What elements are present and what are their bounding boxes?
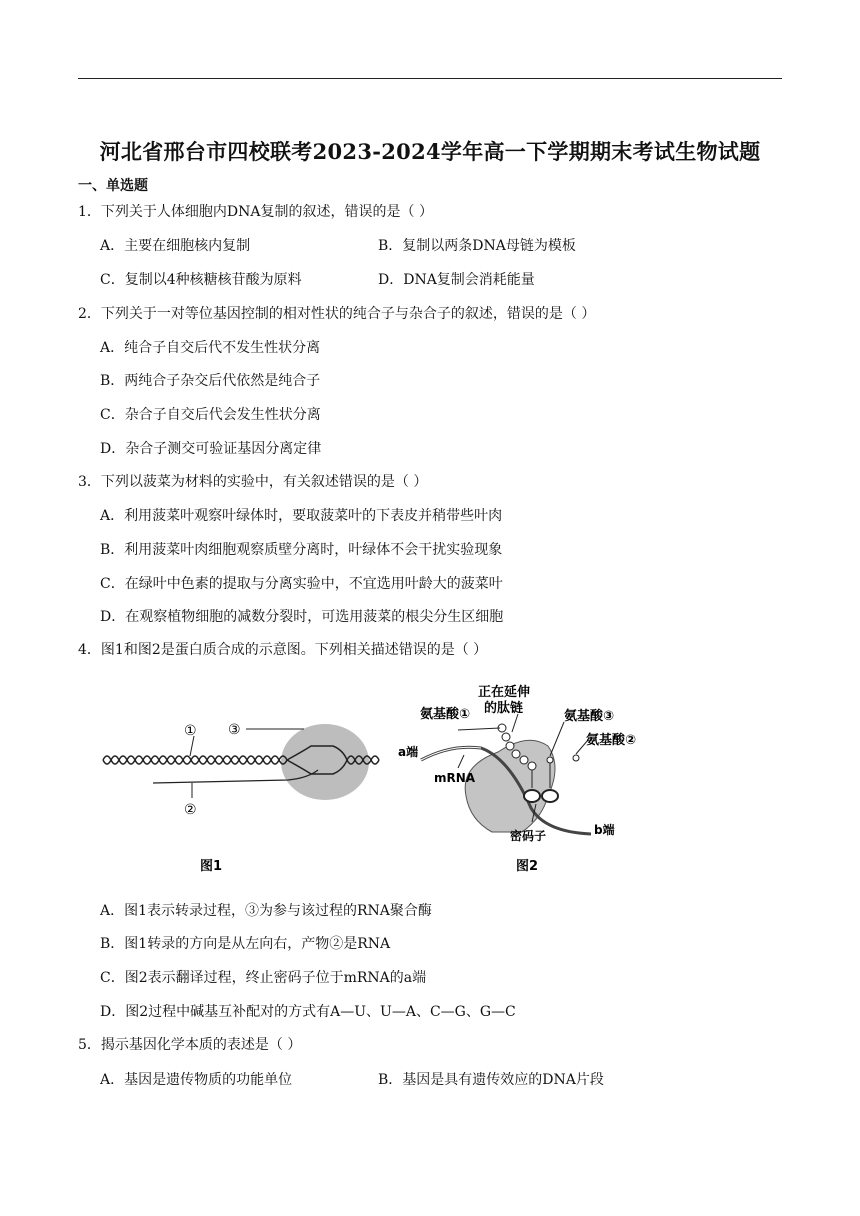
question-3-stem: 3．下列以菠菜为材料的实验中，有关叙述错误的是（ ） xyxy=(78,474,428,490)
amino-acid-2-label: 氨基酸② xyxy=(586,733,637,748)
question-1-option-a[interactable]: A．主要在细胞核内复制 xyxy=(100,238,251,254)
question-5-stem: 5．揭示基因化学本质的表述是（ ） xyxy=(78,1037,302,1053)
label-1: ① xyxy=(184,723,197,739)
question-3-option-c[interactable]: C．在绿叶中色素的提取与分离实验中，不宜选用叶龄大的菠菜叶 xyxy=(100,576,503,592)
question-4-option-b[interactable]: B．图1转录的方向是从左向右，产物②是RNA xyxy=(100,936,391,952)
figure-2-caption: 图2 xyxy=(516,859,539,874)
question-1-stem: 1．下列关于人体细胞内DNA复制的叙述，错误的是（ ） xyxy=(78,204,433,220)
protein-synthesis-figure xyxy=(98,680,658,880)
peptide-label-line2: 的肽链 xyxy=(484,701,524,716)
question-3-option-a[interactable]: A．利用菠菜叶观察叶绿体时，要取菠菜叶的下表皮并稍带些叶肉 xyxy=(100,508,503,524)
mrna-label: mRNA xyxy=(434,771,476,785)
question-1-option-c[interactable]: C．复制以4种核糖核苷酸为原料 xyxy=(100,272,302,288)
question-3-option-b[interactable]: B．利用菠菜叶肉细胞观察质壁分离时，叶绿体不会干扰实验现象 xyxy=(100,542,503,558)
figure-1-transcription xyxy=(103,722,379,874)
dna-strand-2 xyxy=(103,756,287,764)
b-end-label: b端 xyxy=(594,823,615,837)
figure-1-caption: 图1 xyxy=(200,859,223,874)
question-4-stem: 4．图1和图2是蛋白质合成的示意图。下列相关描述错误的是（ ） xyxy=(78,642,488,658)
mrna-strand-highlight xyxy=(421,747,481,760)
dna-strand-1 xyxy=(103,756,287,764)
header-rule xyxy=(78,78,782,79)
question-2-option-d[interactable]: D．杂合子测交可验证基因分离定律 xyxy=(100,441,322,457)
label-1-leader xyxy=(190,736,194,756)
question-2-stem: 2．下列关于一对等位基因控制的相对性状的纯合子与杂合子的叙述，错误的是（ ） xyxy=(78,306,596,322)
trna-right-loop xyxy=(542,790,558,802)
question-4-option-d[interactable]: D．图2过程中碱基互补配对的方式有A—U、U—A、C—G、G—C xyxy=(100,1004,516,1020)
question-1-option-b[interactable]: B．复制以两条DNA母链为模板 xyxy=(378,238,576,254)
aa1-leader xyxy=(458,728,500,730)
question-4-option-a[interactable]: A．图1表示转录过程，③为参与该过程的RNA聚合酶 xyxy=(100,903,432,919)
amino-acid-3-dot xyxy=(547,757,553,763)
aa3-leader xyxy=(550,722,564,756)
mrna-leader xyxy=(458,755,464,768)
amino-acid-1-label: 氨基酸① xyxy=(420,707,471,722)
peptide-label-line1: 正在延伸 xyxy=(478,685,531,700)
question-2-option-b[interactable]: B．两纯合子杂交后代依然是纯合子 xyxy=(100,373,321,389)
question-4-option-c[interactable]: C．图2表示翻译过程，终止密码子位于mRNA的a端 xyxy=(100,970,427,986)
question-5-option-b[interactable]: B．基因是具有遗传效应的DNA片段 xyxy=(378,1072,604,1088)
question-3-option-d[interactable]: D．在观察植物细胞的减数分裂时，可选用菠菜的根尖分生区细胞 xyxy=(100,609,504,625)
question-1-option-d[interactable]: D．DNA复制会消耗能量 xyxy=(378,272,535,288)
amino-acid-3-label: 氨基酸③ xyxy=(564,709,615,724)
amino-acid-2-dot xyxy=(573,755,579,761)
page-title: 河北省邢台市四校联考2023-2024学年高一下学期期末考试生物试题 xyxy=(99,139,761,164)
label-3: ③ xyxy=(228,722,241,738)
section-heading: 一、单选题 xyxy=(78,178,148,194)
question-2-option-c[interactable]: C．杂合子自交后代会发生性状分离 xyxy=(100,407,321,423)
a-end-label: a端 xyxy=(398,745,419,759)
trna-left-loop xyxy=(524,790,540,802)
label-2: ② xyxy=(184,802,197,818)
figure-2-translation xyxy=(398,684,636,874)
question-2-option-a[interactable]: A．纯合子自交后代不发生性状分离 xyxy=(100,340,321,356)
peptide-leader xyxy=(512,714,518,732)
codon-label: 密码子 xyxy=(510,829,547,843)
question-5-option-a[interactable]: A．基因是遗传物质的功能单位 xyxy=(100,1072,293,1088)
